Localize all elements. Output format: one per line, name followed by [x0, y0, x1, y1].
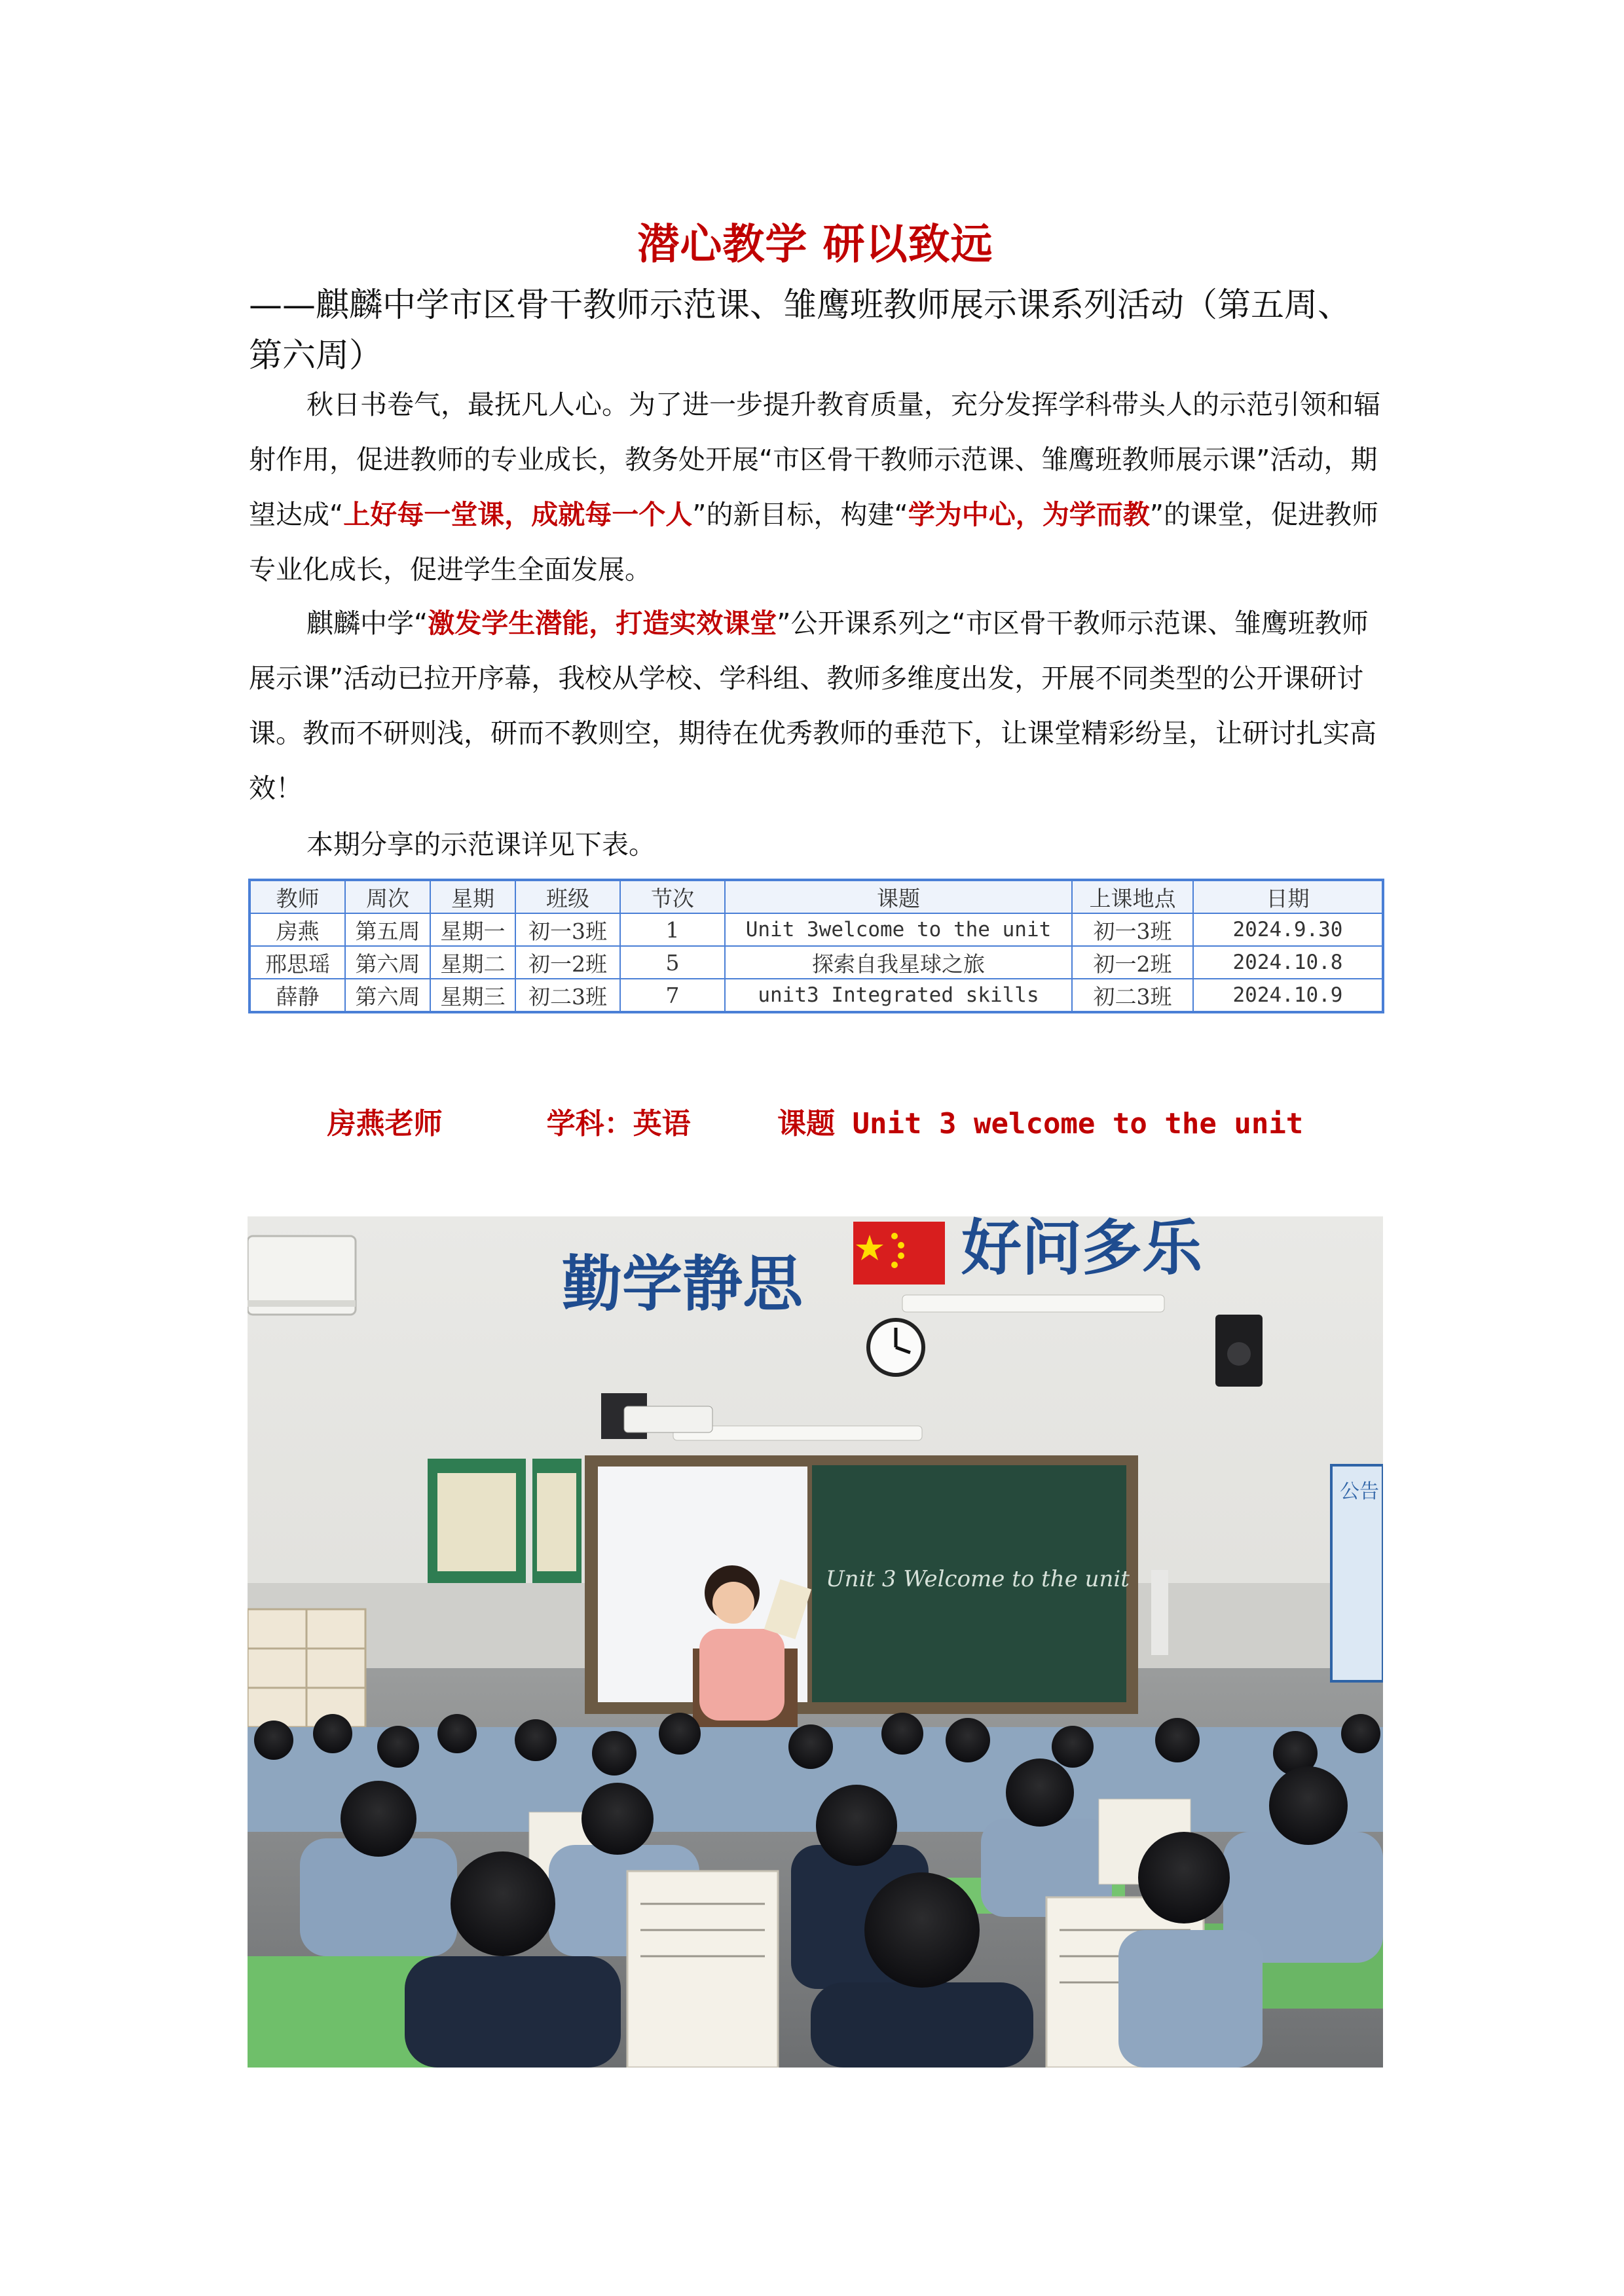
- cell-teacher: 薛静: [249, 979, 345, 1012]
- para1-highlight-1: 上好每一堂课，成就每一个人: [343, 499, 693, 530]
- cell-weekday: 星期一: [430, 913, 515, 946]
- projection-screen: [585, 1455, 1168, 1714]
- cell-period: 1: [620, 913, 725, 946]
- cell-location: 初一2班: [1072, 946, 1193, 979]
- cell-location: 初一3班: [1072, 913, 1193, 946]
- intro-paragraph: [249, 377, 1382, 597]
- cell-date: 2024.10.8: [1193, 946, 1383, 979]
- table-row: [249, 913, 1383, 946]
- para1-highlight-2: 学为中心，为学而教: [908, 499, 1150, 530]
- schedule-table: [248, 879, 1384, 1013]
- cell-weekday: 星期二: [430, 946, 515, 979]
- slogan-left-text: 勤学静思: [562, 1248, 803, 1319]
- notice-board: [1331, 1465, 1383, 1681]
- header-date: 日期: [1193, 880, 1383, 913]
- cell-topic: 探索自我星球之旅: [725, 946, 1072, 979]
- header-location: 上课地点: [1072, 880, 1193, 913]
- schedule-intro: 本期分享的示范课详见下表。: [306, 829, 655, 860]
- para1-text-3: ”的课堂，促进教师专业化成长，促进学生全面发展。: [249, 499, 1378, 585]
- cell-period: 7: [620, 979, 725, 1012]
- table-header-row: [249, 880, 1383, 913]
- header-weekday: 星期: [430, 880, 515, 913]
- cell-topic: unit3 Integrated skills: [725, 979, 1072, 1012]
- cell-weekday: 星期三: [430, 979, 515, 1012]
- cell-location: 初二3班: [1072, 979, 1193, 1012]
- blackboard-text: Unit 3 Welcome to the unit: [826, 1566, 1130, 1592]
- cell-week: 第六周: [345, 979, 430, 1012]
- para1-text-2: ”的新目标，构建“: [692, 499, 908, 530]
- classroom-photo: [248, 1216, 1383, 2068]
- slogan-right-text: 好问多乐: [961, 1216, 1203, 1283]
- students-back-rows: [248, 1713, 1383, 1832]
- para2-text-2: ”公开课系列之“市区骨干教师示范课、雏鹰班教师展示课”活动已拉开序幕，我校从学校、学科组、教师多维度出发，开展不同类型的公开课研讨课。教而不研则浅，研而不教则空，期待在优秀教师的垂范下，让课堂精彩纷呈，让研讨扎实高效！: [249, 608, 1376, 804]
- lesson-caption: 房燕老师 学科：英语 课题 Unit 3 welcome to the unit: [327, 1107, 1304, 1140]
- para1-text-1: 秋日书卷气，最抚凡人心。为了进一步提升教育质量，充分发挥学科带头人的示范引领和辐射作用，促进教师的专业成长，教务处开展“市区骨干教师示范课、雏鹰班教师展示课”活动，期望达成“: [249, 389, 1380, 530]
- para2-highlight: 激发学生潜能，打造实效课堂: [428, 608, 777, 639]
- table-row: [249, 946, 1383, 979]
- para2-text-1: 麒麟中学“: [306, 608, 428, 639]
- cell-topic: Unit 3welcome to the unit: [725, 913, 1072, 946]
- header-topic: 课题: [725, 880, 1072, 913]
- shelf: [248, 1609, 365, 1727]
- cell-date: 2024.10.9: [1193, 979, 1383, 1012]
- cell-week: 第五周: [345, 913, 430, 946]
- speaker-icon: [1215, 1315, 1263, 1387]
- cell-teacher: 邢思瑶: [249, 946, 345, 979]
- cell-class: 初二3班: [515, 979, 620, 1012]
- cell-date: 2024.9.30: [1193, 913, 1383, 946]
- notice-title: 公告: [1340, 1480, 1379, 1503]
- flag-icon: [853, 1222, 945, 1285]
- air-conditioner: [248, 1236, 356, 1315]
- cell-class: 初一3班: [515, 913, 620, 946]
- article-subtitle: ——麒麟中学市区骨干教师示范课、雏鹰班教师展示课系列活动（第五周、第六周）: [249, 286, 1352, 375]
- cell-week: 第六周: [345, 946, 430, 979]
- clock-icon: [868, 1320, 923, 1375]
- header-week: 周次: [345, 880, 430, 913]
- header-period: 节次: [620, 880, 725, 913]
- activity-paragraph: [249, 596, 1382, 816]
- header-teacher: 教师: [249, 880, 345, 913]
- cell-period: 5: [620, 946, 725, 979]
- table-row: [249, 979, 1383, 1012]
- cell-class: 初一2班: [515, 946, 620, 979]
- article-title: 潜心教学 研以致远: [637, 221, 993, 269]
- cell-teacher: 房燕: [249, 913, 345, 946]
- header-class: 班级: [515, 880, 620, 913]
